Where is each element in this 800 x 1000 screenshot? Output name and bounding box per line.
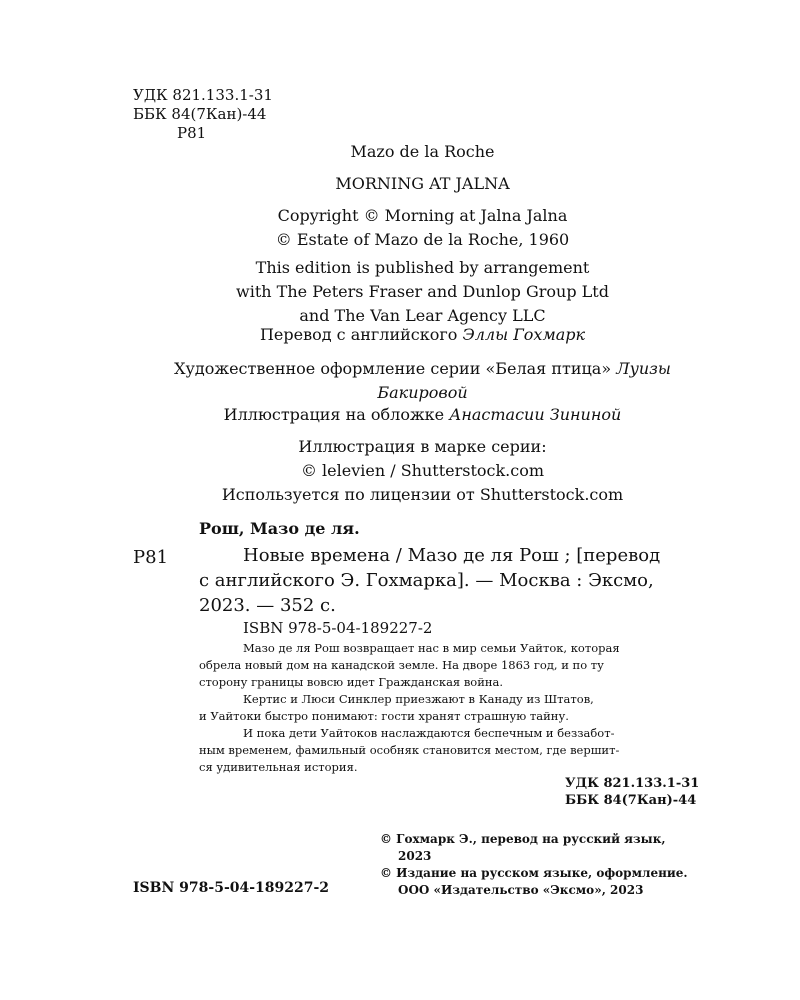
translation-credit: Перевод с английского Эллы Гохмарк <box>259 325 586 344</box>
annotation-line: сторону границы вовсю идет Гражданская война. <box>199 675 504 689</box>
original-title: MORNING AT JALNA <box>335 174 510 193</box>
udk-code: УДК 821.133.1-31 <box>565 776 700 791</box>
bib-author-heading: Рош, Мазо де ля. <box>199 519 360 538</box>
copyright-line: 2023 <box>398 849 432 863</box>
annotation-line: Кертис и Люси Синклер приезжают в Канаду из Штатов, <box>243 692 594 706</box>
series-design-credit: Художественное оформление серии «Белая птица» Луизы Бакировой <box>174 359 671 402</box>
copyright-line: © Estate of Mazo de la Roche, 1960 <box>275 230 570 249</box>
original-author: Mazo de la Roche <box>350 142 495 161</box>
copyright-line: © Издание на русском языке, оформление. <box>380 866 688 880</box>
annotation-line: И пока дети Уайтоков наслаждаются беспечным и беззабот- <box>243 726 615 740</box>
classification-block-top <box>133 86 273 143</box>
isbn-record: ISBN 978-5-04-189227-2 <box>243 619 433 637</box>
classification-block-bottom <box>565 775 699 809</box>
arrangement-line: This edition is published by arrangement <box>255 258 590 277</box>
bbk-code: ББК 84(7Кан)-44 <box>565 793 697 808</box>
isbn-bottom: ISBN 978-5-04-189227-2 <box>133 880 330 896</box>
translator-name: Эллы Гохмарк <box>462 325 586 344</box>
illustrator-name: Анастасии Зининой <box>449 405 622 424</box>
copyright-line: Copyright © Morning at Jalna Jalna <box>277 206 568 225</box>
bib-description <box>199 543 660 618</box>
copyright-russian <box>380 831 688 899</box>
annotation-line: ным временем, фамильный особняк становится местом, где вершит- <box>199 743 620 757</box>
arrangement-line: with The Peters Fraser and Dunlop Group Ltd <box>236 282 609 301</box>
bib-line: 2023. — 352 с. <box>199 595 336 616</box>
arrangement-notice <box>100 256 745 328</box>
bib-author-mark: Р81 <box>133 547 169 568</box>
bib-line: Новые времена / Мазо де ля Рош ; [перевод <box>243 545 661 566</box>
series-mark-line: Иллюстрация в марке серии: <box>298 437 547 456</box>
annotation-line: и Уайтоки быстро понимают: гости хранят страшную тайну. <box>199 709 569 723</box>
series-mark-line: © lelevien / Shutterstock.com <box>300 461 545 480</box>
udk-code: УДК 821.133.1-31 <box>133 86 273 104</box>
series-mark-credit <box>100 435 745 507</box>
annotation-line: Мазо де ля Рош возвращает нас в мир семьи Уайток, которая <box>243 641 620 655</box>
bbk-code: ББК 84(7Кан)-44 <box>133 105 267 123</box>
copyright-notice <box>100 204 745 252</box>
annotation-line: обрела новый дом на канадской земле. На дворе 1863 год, и по ту <box>199 658 604 672</box>
arrangement-line: and The Van Lear Agency LLC <box>299 306 546 325</box>
copyright-line: © Гохмарк Э., перевод на русский язык, <box>380 832 666 846</box>
copyright-line: ООО «Издательство «Эксмо», 2023 <box>398 883 644 897</box>
cover-illustration-credit: Иллюстрация на обложке Анастасии Зининой <box>223 405 622 424</box>
author-mark: Р81 <box>177 124 207 142</box>
series-mark-line: Используется по лицензии от Shutterstock.com <box>221 485 624 504</box>
annotation <box>199 640 717 776</box>
bib-line: с английского Э. Гохмарка]. — Москва : Эксмо, <box>199 570 654 591</box>
annotation-line: ся удивительная история. <box>199 760 358 774</box>
